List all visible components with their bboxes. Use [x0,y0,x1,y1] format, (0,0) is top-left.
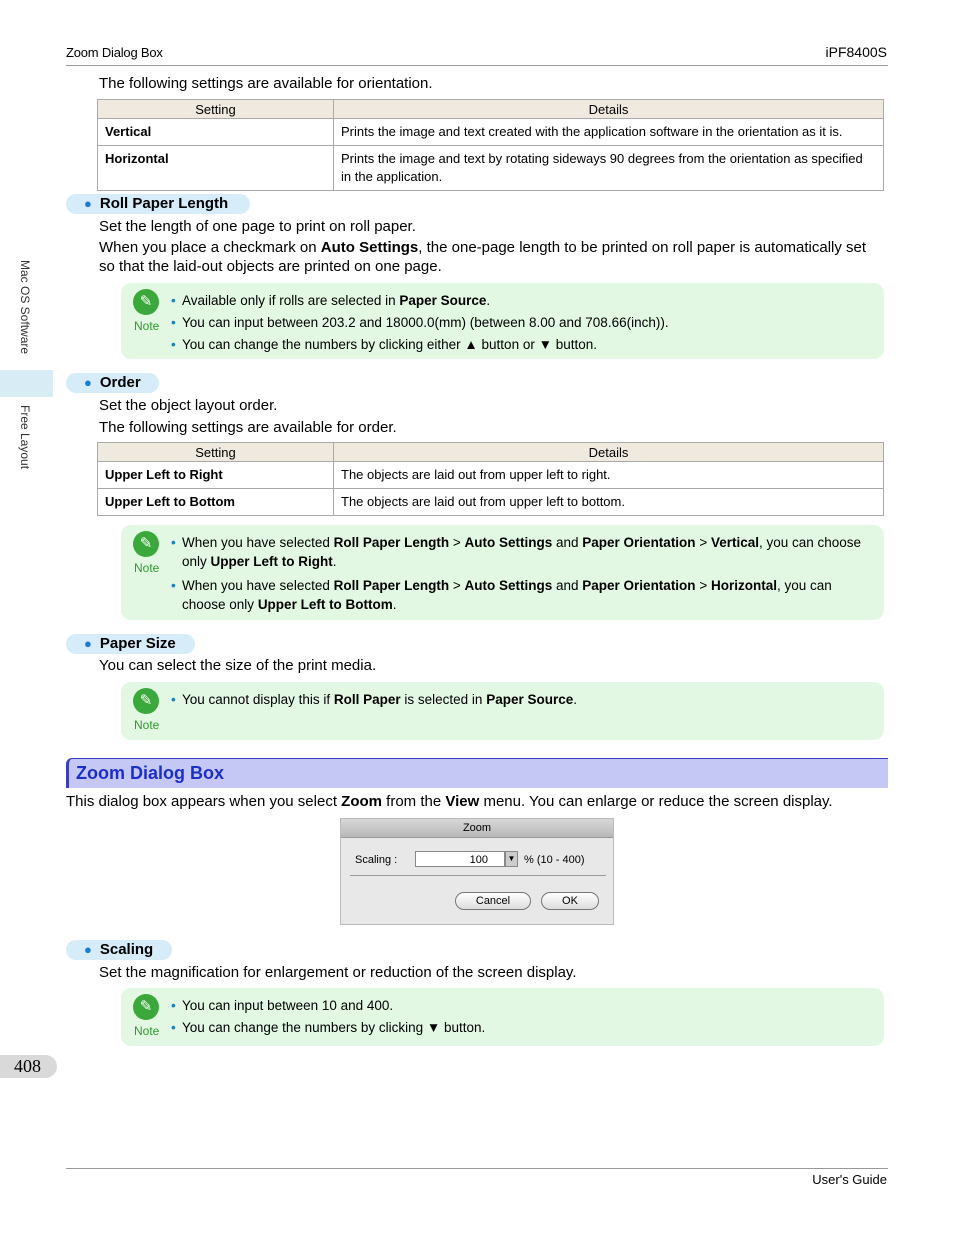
section-pill-paper-size [66,634,195,654]
table-cell-details: The objects are laid out from upper left to right. [334,462,884,489]
side-tab-mac-os-software: Mac OS Software [18,260,32,355]
order-p2: The following settings are available for order. [99,419,397,436]
dialog-divider [350,875,606,876]
running-header-section: Zoom Dialog Box [66,45,163,60]
section-pill-scaling [66,940,172,960]
bullet-icon: ● [84,942,92,957]
table-header-setting: Setting [98,100,334,119]
list-item: • You can input between 203.2 and 18000.0(mm) (between 8.00 and 708.66(inch)). [171,313,874,332]
list-item: • Available only if rolls are selected in Paper Source. [171,291,874,310]
list-item: • When you have selected Roll Paper Length > Auto Settings and Paper Orientation > Vertical, you can choose only Upper Left to Right. [171,533,874,571]
order-table [97,442,884,516]
note-pencil-icon: ✎ Note [131,994,161,1034]
list-item: • You can change the numbers by clicking ▼ button. [171,1018,874,1037]
pill-label: Order [99,374,141,391]
table-header-details: Details [334,100,884,119]
scaling-range: % (10 - 400) [524,854,585,866]
table-header-setting: Setting [98,443,334,462]
running-header-model: iPF8400S [825,44,887,60]
note-pencil-icon: ✎ Note [131,289,161,329]
side-tab-free-layout: Free Layout [18,405,32,470]
roll-paper-p2: When you place a checkmark on Auto Settings, the one-page length to be printed on roll paper is automatically set so that the laid-out objects are printed on one page. [99,239,867,275]
pill-label: Paper Size [99,635,176,652]
side-tab-highlight [0,370,53,397]
footer-rule [66,1168,888,1169]
list-item: • When you have selected Roll Paper Length > Auto Settings and Paper Orientation > Horizontal, you can choose only Upper Left to Bottom. [171,576,874,614]
table-header-details: Details [334,443,884,462]
table-cell-setting: Upper Left to Right [98,462,334,489]
bullet-icon: ● [84,636,92,651]
paper-size-p1: You can select the size of the print media. [99,657,377,674]
note-pencil-icon: ✎ Note [131,531,161,571]
roll-paper-p1: Set the length of one page to print on roll paper. [99,218,416,235]
table-cell-details: The objects are laid out from upper left to bottom. [334,489,884,516]
zoom-dialog-screenshot [340,818,614,925]
table-row [98,489,884,516]
running-footer: User's Guide [812,1172,887,1187]
cancel-button[interactable]: Cancel [455,892,531,910]
list-item: • You can change the numbers by clicking either ▲ button or ▼ button. [171,335,874,354]
pill-label: Scaling [99,941,154,958]
scaling-input[interactable]: 100 [415,851,505,867]
table-row [98,119,884,146]
note-pencil-icon: ✎ Note [131,688,161,728]
dialog-title: Zoom [341,819,613,838]
note-box-roll-paper [121,283,884,359]
list-item: • You cannot display this if Roll Paper is selected in Paper Source. [171,690,874,709]
bullet-icon: ● [84,375,92,390]
section-pill-roll-paper-length [66,194,250,214]
order-p1: Set the object layout order. [99,397,278,414]
ok-button[interactable]: OK [541,892,599,910]
scaling-dropdown-icon[interactable]: ▼ [505,851,518,867]
table-cell-setting: Vertical [98,119,334,146]
orientation-intro: The following settings are available for orientation. [99,75,433,92]
bullet-icon: ● [84,196,92,211]
note-box-order [121,525,884,620]
header-rule [66,65,888,66]
scaling-label: Scaling : [355,854,398,866]
note-box-paper-size [121,682,884,740]
table-cell-details: Prints the image and text by rotating sideways 90 degrees from the orientation as specified in the application. [334,146,884,191]
table-row [98,462,884,489]
zoom-intro: This dialog box appears when you select Zoom from the View menu. You can enlarge or reduce the screen display. [66,793,833,810]
scaling-p1: Set the magnification for enlargement or reduction of the screen display. [99,964,577,981]
section-pill-order [66,373,159,393]
section-heading-zoom-dialog-box [66,758,888,788]
table-row [98,146,884,191]
table-cell-setting: Horizontal [98,146,334,191]
pill-label: Roll Paper Length [99,195,229,212]
table-cell-details: Prints the image and text created with the application software in the orientation as it is. [334,119,884,146]
page-title: Zoom Dialog Box [76,763,224,783]
page-number: 408 [0,1055,57,1078]
orientation-table [97,99,884,191]
note-box-scaling [121,988,884,1046]
list-item: • You can input between 10 and 400. [171,996,874,1015]
table-cell-setting: Upper Left to Bottom [98,489,334,516]
